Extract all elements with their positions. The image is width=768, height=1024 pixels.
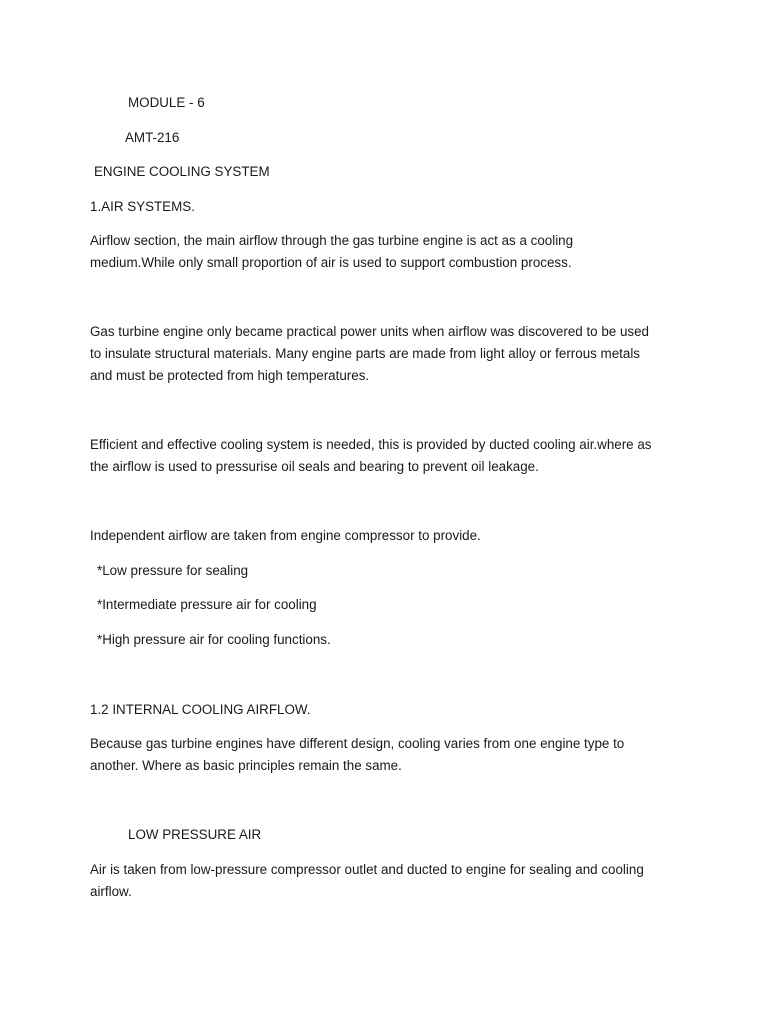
- section-heading-internal-cooling: 1.2 INTERNAL COOLING AIRFLOW.: [90, 702, 311, 717]
- paragraph-6-line-1: Air is taken from low-pressure compressor outlet and ducted to engine for sealing and cooling: [90, 862, 644, 877]
- paragraph-3-line-1: Efficient and effective cooling system is needed, this is provided by ducted cooling air.where as: [90, 437, 652, 452]
- module-label: MODULE - 6: [128, 95, 205, 110]
- paragraph-2-line-2: to insulate structural materials. Many engine parts are made from light alloy or ferrous metals: [90, 346, 640, 361]
- bullet-item: *Low pressure for sealing: [97, 563, 249, 578]
- paragraph-1-line-2: medium.While only small proportion of air is used to support combustion process.: [90, 255, 572, 270]
- paragraph-5-line-2: another. Where as basic principles remain the same.: [90, 758, 402, 773]
- paragraph-1-line-1: Airflow section, the main airflow through the gas turbine engine is act as a cooling: [90, 233, 574, 248]
- paragraph-4: Independent airflow are taken from engine compressor to provide.: [90, 528, 481, 543]
- document-title: ENGINE COOLING SYSTEM: [94, 164, 270, 179]
- paragraph-6-line-2: airflow.: [90, 884, 132, 899]
- paragraph-2-line-3: and must be protected from high temperatures.: [90, 368, 370, 383]
- bullet-item: *High pressure air for cooling functions.: [97, 632, 331, 647]
- paragraph-3-line-2: the airflow is used to pressurise oil seals and bearing to prevent oil leakage.: [90, 459, 539, 474]
- section-heading-air-systems: 1.AIR SYSTEMS.: [90, 199, 195, 214]
- course-code: AMT-216: [125, 130, 180, 145]
- subheading-low-pressure-air: LOW PRESSURE AIR: [128, 827, 262, 842]
- paragraph-2-line-1: Gas turbine engine only became practical power units when airflow was discovered to be used: [90, 324, 649, 339]
- paragraph-5-line-1: Because gas turbine engines have different design, cooling varies from one engine type to: [90, 736, 625, 751]
- bullet-item: *Intermediate pressure air for cooling: [97, 597, 317, 612]
